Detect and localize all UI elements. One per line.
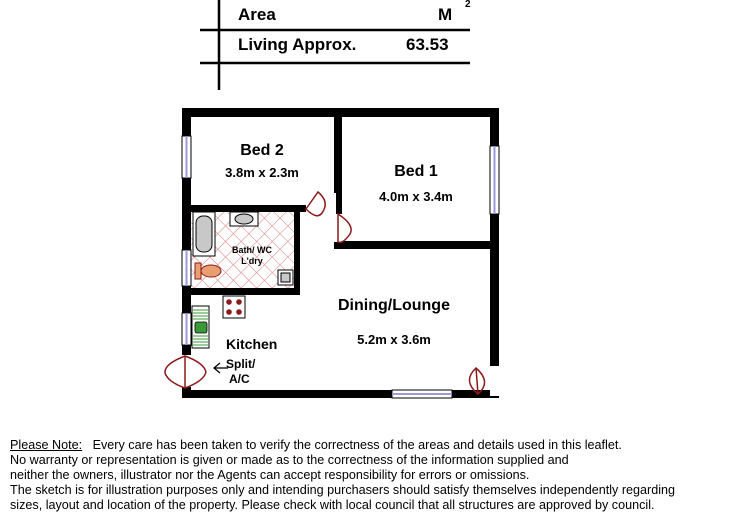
area-unit-superscript: 2 xyxy=(465,0,471,10)
bath-sub: L'dry xyxy=(241,256,263,266)
disclaimer-title: Please Note: xyxy=(10,438,83,452)
living-area-value: 63.53 xyxy=(406,35,449,54)
area-header-label: Area xyxy=(238,5,276,24)
door-bed1 xyxy=(333,214,351,242)
bed2-name: Bed 2 xyxy=(240,142,284,159)
aircon-line2: A/C xyxy=(229,372,250,386)
disclaimer-line-1 xyxy=(10,438,745,453)
door-entry-kitchen xyxy=(165,355,206,388)
door-bed2 xyxy=(306,192,336,221)
stove xyxy=(223,296,245,318)
bed2-size: 3.8m x 2.3m xyxy=(225,165,299,180)
kitchen-name: Kitchen xyxy=(226,336,278,352)
toilet-bowl xyxy=(201,265,221,277)
toilet-cistern xyxy=(195,263,201,279)
disclaimer-line-3: neither the owners, illustrator nor the Agents can accept responsibility for errors or omissions. xyxy=(10,468,530,482)
area-unit: M xyxy=(438,5,453,24)
dining-name: Dining/Lounge xyxy=(338,297,450,314)
bed1-size: 4.0m x 3.4m xyxy=(379,189,453,204)
living-area-label: Living Approx. xyxy=(238,35,357,54)
bath-name: Bath/ WC xyxy=(232,245,272,255)
aircon-line1: Split/ xyxy=(226,357,256,371)
disclaimer-note xyxy=(10,438,745,513)
dining-size: 5.2m x 3.6m xyxy=(357,332,431,347)
disclaimer-text-1: Every care has been taken to verify the correctness of the areas and details used in this leaflet. xyxy=(92,438,622,452)
bed1-name: Bed 1 xyxy=(394,163,438,180)
disclaimer-line-5: sizes, layout and location of the property. Please check with local council that all structures are approved by council. xyxy=(10,498,655,512)
disclaimer-line-4: The sketch is for illustration purposes only and intending purchasers should satisfy themselves independently regarding xyxy=(10,483,676,497)
disclaimer-line-2: No warranty or representation is given or made as to the correctness of the information supplied and xyxy=(10,453,569,467)
